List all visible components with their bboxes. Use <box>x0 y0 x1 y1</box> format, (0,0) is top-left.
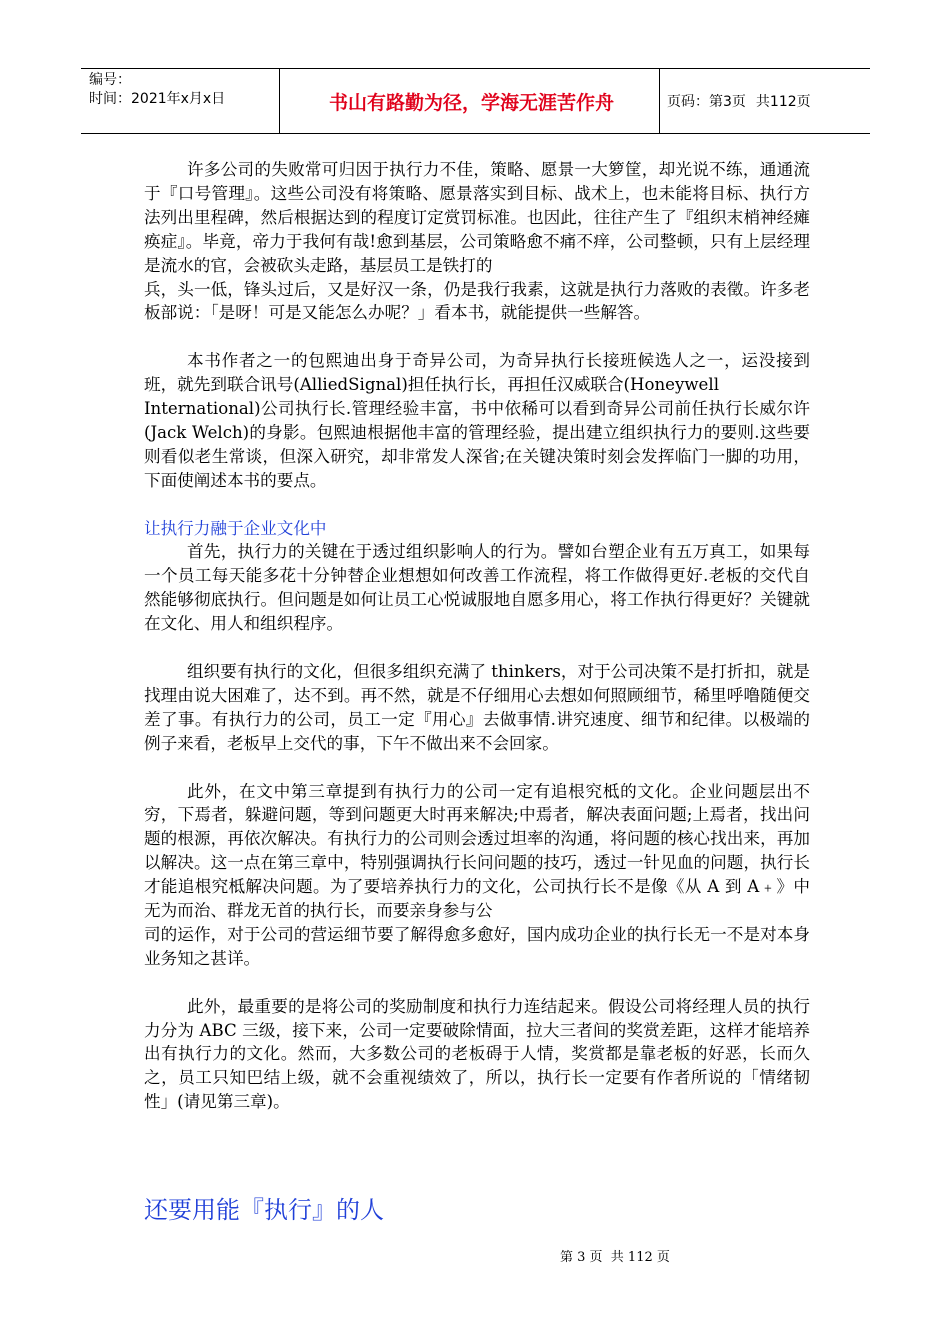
paragraph-3: 首先，执行力的关键在于透过组织影响人的行为。譬如台塑企业有五万真工，如果每一个员工每天能多花十分钟替企业想想如何改善工作流程，将工作做得更好.老板的交代自然能够彻底执行。但问题是如何让员工心悦诚服地自愿多用心，将工作执行得更好？关键就在文化、用人和组织程序。 <box>144 542 810 634</box>
header-page-info <box>667 69 811 133</box>
header-total-label: 共112页 <box>755 94 811 110</box>
header-meta <box>89 71 279 109</box>
paragraph-5b: 司的运作，对于公司的营运细节要了解得愈多愈好，国内成功企业的执行长无一不是对本身业务知之甚详。 <box>144 924 810 968</box>
subheading-culture: 让执行力融于企业文化中 <box>144 518 327 538</box>
paragraph-2a: 本书作者之一的包熙迪出身于奇异公司，为奇异执行长接班候选人之一，运没接到班，就先到联合讯号(AlliedSignal)担任执行长，再担任汉威联合(Honeywell <box>144 351 810 395</box>
paragraph-4: 组织要有执行的文化，但很多组织充满了 thinkers，对于公司决策不是打折扣，就是找理由说大困难了，达不到。再不然，就是不仔细用心去想如何照顾细节，稀里呼噜随便交差了事。有执行力的公司，员工一定『用心』去做事情.讲究速度、细节和纪律。以极端的例子来看，老板早上交代的事，下午不做出来不会回家。 <box>144 661 810 753</box>
paragraph-5a: 此外，在文中第三章提到有执行力的公司一定有追根究柢的文化。企业问题层出不穷，下焉者，躲避问题，等到问题更大时再来解决;中焉者，解决表面问题;上焉者，找出问题的根源，再依次解决。有执行力的公司则会透过坦率的沟通，将问题的核心找出来，再加以解决。这一点在第三章中，特别强调执行长问问题的技巧，透过一针见血的问题，执行长才能追根究柢解决问题。为了要培养执行力的文化，公司执行长不是像《从 A 到 A﹢》中无为而治、群龙无首的执行长，而要亲身参与公 <box>144 781 810 921</box>
page-footer: 第 3 页 共 112 页 <box>560 1250 670 1265</box>
section-title: 还要用能『执行』的人 <box>144 1196 384 1224</box>
header-divider-left <box>279 69 280 133</box>
paragraph-1a: 许多公司的失败常可归因于执行力不佳，策略、愿景一大箩筐，却光说不练，通通流于『口号管理』。这些公司没有将策略、愿景落实到目标、战术上，也未能将目标、执行方法列出里程碑，然后根据达到的程度订定赏罚标准。也因此，往往产生了『组织末梢神经瘫痪症』。毕竟，帝力于我何有哉!愈到基层，公司策略愈不痛不痒，公司整顿，只有上层经理是流水的官，会被砍头走路，基层员工是铁打的 <box>144 160 810 275</box>
header-divider-right <box>659 69 660 133</box>
header-page-label: 页码：第3页 <box>667 94 746 110</box>
document-body <box>144 158 810 1114</box>
header-code-label: 编号： <box>89 72 131 88</box>
header-date-label: 时间：2021年x月x日 <box>89 91 226 107</box>
paragraph-6: 此外，最重要的是将公司的奖励制度和执行力连结起来。假设公司将经理人员的执行力分为 ABC 三级，接下来，公司一定要破除情面，拉大三者间的奖赏差距，这样才能培养出有执行力的文化。然而，大多数公司的老板碍于人情，奖赏都是靠老板的好恶，长而久之，员工只知巴结上级，就不会重视绩效了，所以，执行长一定要有作者所说的「情绪韧性」(请见第三章)。 <box>144 996 810 1112</box>
paragraph-1b: 兵，头一低，锋头过后，又是好汉一条，仍是我行我素，这就是执行力落败的表徵。许多老板部说：「是呀！可是又能怎么办呢？」看本书，就能提供一些解答。 <box>144 279 810 323</box>
page-header <box>81 68 870 134</box>
header-motto: 书山有路勤为径，学海无涯苦作舟 <box>328 91 614 114</box>
paragraph-2b: International)公司执行长.管理经验丰富，书中依稀可以看到奇异公司前任执行长威尔许(Jack Welch)的身影。包熙迪根据他丰富的管理经验，提出建立组织执行力的要则.这些要则看似老生常谈，但深入研究，却非常发人深省;在关键决策时刻会发挥临门一脚的功用，下面使阐述本书的要点。 <box>144 399 810 490</box>
